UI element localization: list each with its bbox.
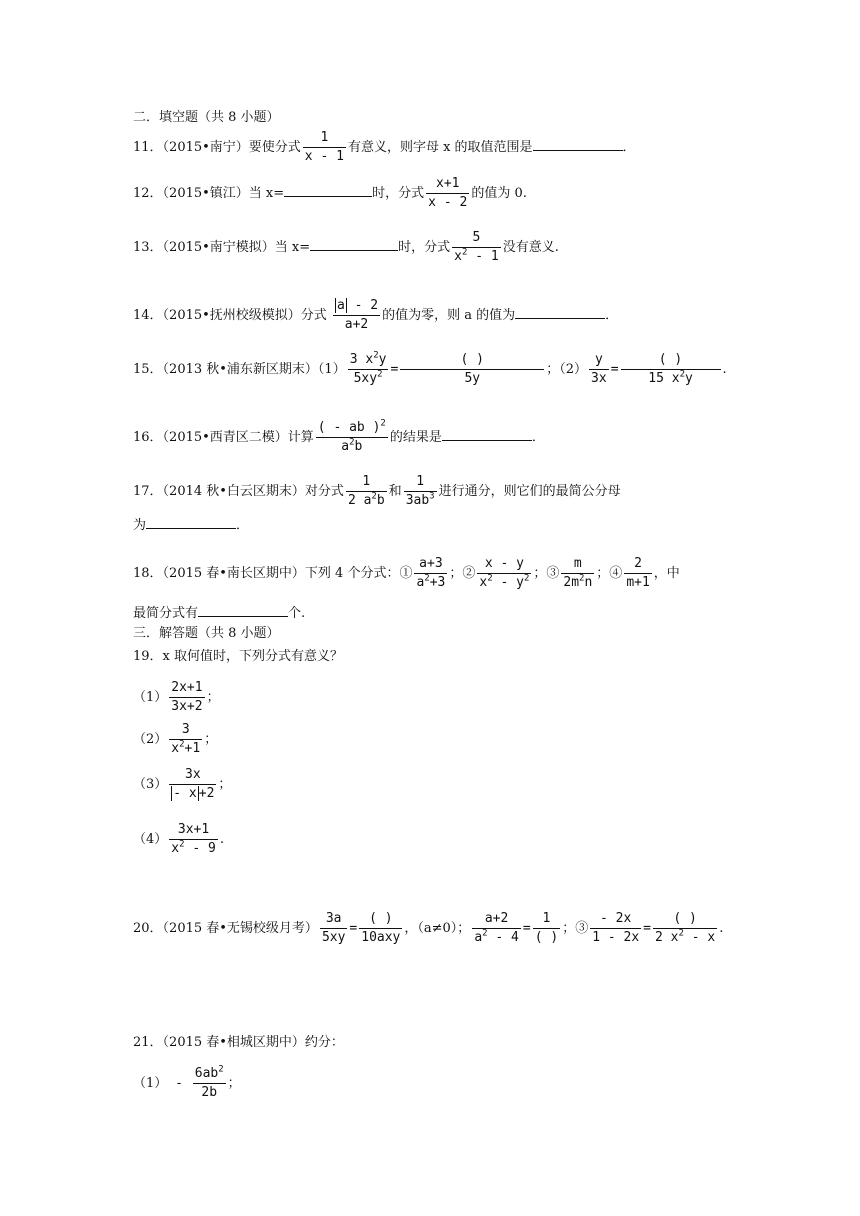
q15-text: 15．（2013 秋•浦东新区期末）（1） [133,362,346,377]
q14-text-2: 的值为零，则 a 的值为 [382,308,516,323]
q20-f3-denominator: 1 - 2x [592,930,640,945]
part-end: . [219,832,224,847]
q20-f2b-numerator: 1 [533,911,560,929]
q20-fraction-3b [653,911,717,946]
q17-f2-numerator: 1 [404,474,437,492]
q13-text: 13．（2015•南宁模拟）当 x= [133,240,311,255]
part-label: （3） [133,777,168,792]
question-13 [133,230,559,265]
question-21-stem: 21．（2015 春•相城区期中）约分： [133,1035,344,1050]
q13-numerator: 5 [452,230,501,248]
q17-text: 17．（2014 秋•白云区期末）对分式 [133,484,344,499]
answer-blank[interactable] [442,428,532,441]
q15-fraction-1 [348,352,389,387]
q18-text-2: ，中 [653,566,680,581]
q11-end: ． [622,140,636,155]
equals-sign: = [610,362,619,377]
q20-f2-denominator: $a^2 - 4$ [474,928,519,945]
equals-sign: = [522,921,531,936]
q13-fraction [452,230,501,265]
q19-p4-fraction [169,822,218,857]
question-19-part-4 [133,822,224,857]
q17-f1-numerator: 1 [346,474,387,492]
q16-text-2: 的结果是 [389,430,442,445]
q19-p3-denominator: - x +2 [173,786,215,801]
q21-p1-fraction [193,1066,226,1101]
q11-text: 11．（2015•南宁）要使分式 [133,140,301,155]
q14-denominator: a+2 [344,317,369,332]
q18-f1-denominator: $a^2+3$ [416,573,446,590]
q18-f3-numerator: m [561,556,594,574]
answer-blank[interactable] [533,138,623,151]
part-label: （1） [133,1076,168,1091]
part-label: （1） [133,690,168,705]
part-end: ； [206,690,220,705]
part-end: ； [204,732,218,747]
part-label: （2） [133,732,168,747]
q19-p3-fraction [169,767,216,802]
q20-end: . [719,921,724,936]
q17-f2-denominator: $3ab^3$ [405,491,435,508]
q12-text-2: 时，分式 [372,186,425,201]
question-19-part-2 [133,722,217,757]
answer-blank[interactable] [198,604,288,617]
q12-text: 12．（2015•镇江）当 x= [133,186,285,201]
section-heading-fill-in: 二．填空题（共 8 小题） [133,110,280,125]
question-21-part-1 [133,1066,241,1101]
q18-f1-numerator: a+3 [414,556,447,574]
equals-sign: = [390,362,399,377]
q14-numerator: a - 2 [333,298,380,316]
answer-blank[interactable] [515,306,605,319]
q19-p1-denominator: 3x+2 [171,699,203,714]
q19-p1-numerator: 2x+1 [169,680,204,698]
q13-text-3: 没有意义. [502,240,559,255]
q16-text: 16．（2015•西青区二模）计算 [133,430,314,445]
q18-f2-denominator: $x^2 - y^2$ [479,573,530,590]
question-19-part-3 [133,767,231,802]
q18-sep-2: ；② [449,566,476,581]
q15-fraction-2 [400,352,544,387]
q17-fraction-1 [346,474,387,509]
q19-p2-fraction [169,722,202,757]
minus-sign: - [167,1076,191,1091]
q20-f3-numerator: - 2x [590,911,641,929]
question-12 [133,176,527,211]
answer-blank[interactable] [146,516,236,529]
q20-f3b-denominator: 2 $x^2$ - x [655,928,716,945]
equals-sign: = [643,921,651,936]
q18-f4-denominator: m+1 [626,575,650,590]
answer-blank[interactable]: ( ) [400,352,544,370]
q13-denominator: $x^2 - 1$ [454,247,499,264]
q20-text: 20．（2015 春•无锡校级月考） [133,921,318,936]
answer-blank[interactable] [310,238,398,251]
q18-text: 18．（2015 春•南长区期中）下列 4 个分式：① [133,566,413,581]
q20-condition: ，（a≠0）； [404,921,471,936]
question-11 [133,130,636,165]
q12-text-3: 的值为 0. [471,186,527,201]
question-19-stem: 19．x 取何值时，下列分式有意义？ [133,649,344,664]
q21-p1-denominator: 2b [201,1085,218,1100]
q15-g2-denominator: 15 $x^2y$ [648,369,693,386]
q16-fraction [316,420,388,455]
question-16 [133,420,545,455]
q15-f2-denominator: 5y [464,371,481,386]
question-18-line-2 [133,604,305,622]
q12-numerator: x+1 [426,176,469,194]
equals-sign: = [349,921,358,936]
q15-fraction-3 [589,352,609,387]
q17-end: ． [236,518,250,533]
question-15 [133,352,727,387]
q20-fraction-3 [590,911,641,946]
question-17 [133,474,621,509]
q20-fraction-2b [533,911,560,946]
question-17-line-2 [133,516,249,534]
q15-end: . [722,362,727,377]
q19-p4-denominator: $x^2 - 9$ [171,839,216,856]
q11-fraction [303,130,346,165]
q20-fraction-1b [359,911,402,946]
q18-f3-denominator: $2m^2n$ [563,573,593,590]
q15-g1-numerator: y [589,352,609,370]
q11-denominator: x - 1 [304,149,344,164]
q14-text: 14．（2015•抚州校级模拟）分式 [133,308,327,323]
part-end: ； [218,777,232,792]
q14-end: ． [605,308,619,323]
q16-end: ． [531,430,545,445]
q16-numerator: ( - ab )$^2$ [316,420,388,438]
q20-fraction-1 [320,911,347,946]
answer-blank[interactable]: ( ) [653,911,717,929]
q16-denominator: $a^2b$ [341,437,363,454]
q11-numerator: 1 [303,130,346,148]
q18-text-3: 最简分式有 [133,606,199,621]
q11-text-2: 有意义，则字母 x 的取值范围是 [347,140,533,155]
q19-p3-numerator: 3x [169,767,216,785]
q17-f1-denominator: 2 $a^2b$ [347,491,385,508]
answer-blank[interactable]: ( ) [359,911,402,929]
part-label: （4） [133,832,168,847]
q20-fraction-2 [472,911,521,946]
q20-f1-denominator: 5xy [321,930,346,945]
answer-blank[interactable]: ( ) [534,930,559,945]
q17-and: 和 [388,484,402,499]
q20-f1b-denominator: 10axy [361,930,401,945]
q15-fraction-4 [621,352,721,387]
q19-p4-numerator: 3x+1 [169,822,218,840]
q18-sep-4: ；④ [596,566,623,581]
q21-p1-numerator: $6ab^2$ [193,1066,226,1084]
q13-text-2: 时，分式 [398,240,451,255]
q19-p2-numerator: 3 [169,722,202,740]
q18-fraction-3 [561,556,594,591]
q20-f1-numerator: 3a [320,911,347,929]
q18-end: 个. [288,606,306,621]
q19-p2-denominator: $x^2+1$ [171,739,201,756]
q18-f2-numerator: x - y [477,556,531,574]
question-18 [133,556,680,591]
q17-text-2: 进行通分，则它们的最简公分母 [438,484,621,499]
q12-denominator: x - 2 [428,195,468,210]
q18-sep-3: ；③ [533,566,560,581]
question-19-part-1 [133,680,220,715]
q14-fraction [333,298,380,333]
q18-fraction-4 [624,556,651,591]
answer-blank[interactable] [284,184,372,197]
q15-separator: ；（2） [546,362,588,377]
q15-f1-denominator: $5xy^2$ [353,369,383,386]
q15-f1-numerator: 3 $x^2y$ [348,352,389,370]
q20-f2-numerator: a+2 [472,911,521,929]
section-heading-solve: 三．解答题（共 8 小题） [133,626,280,641]
q19-p1-fraction [169,680,204,715]
answer-blank[interactable]: ( ) [621,352,721,370]
part-end: ； [227,1076,241,1091]
q17-text-3: 为 [133,518,147,533]
question-20 [133,911,723,946]
q15-g1-denominator: 3x [591,371,607,386]
question-14 [133,298,618,333]
q20-sep-3: ；③ [562,921,589,936]
q18-fraction-1 [414,556,447,591]
q17-fraction-2 [404,474,437,509]
q18-f4-numerator: 2 [624,556,651,574]
q12-fraction [426,176,469,211]
q18-fraction-2 [477,556,531,591]
